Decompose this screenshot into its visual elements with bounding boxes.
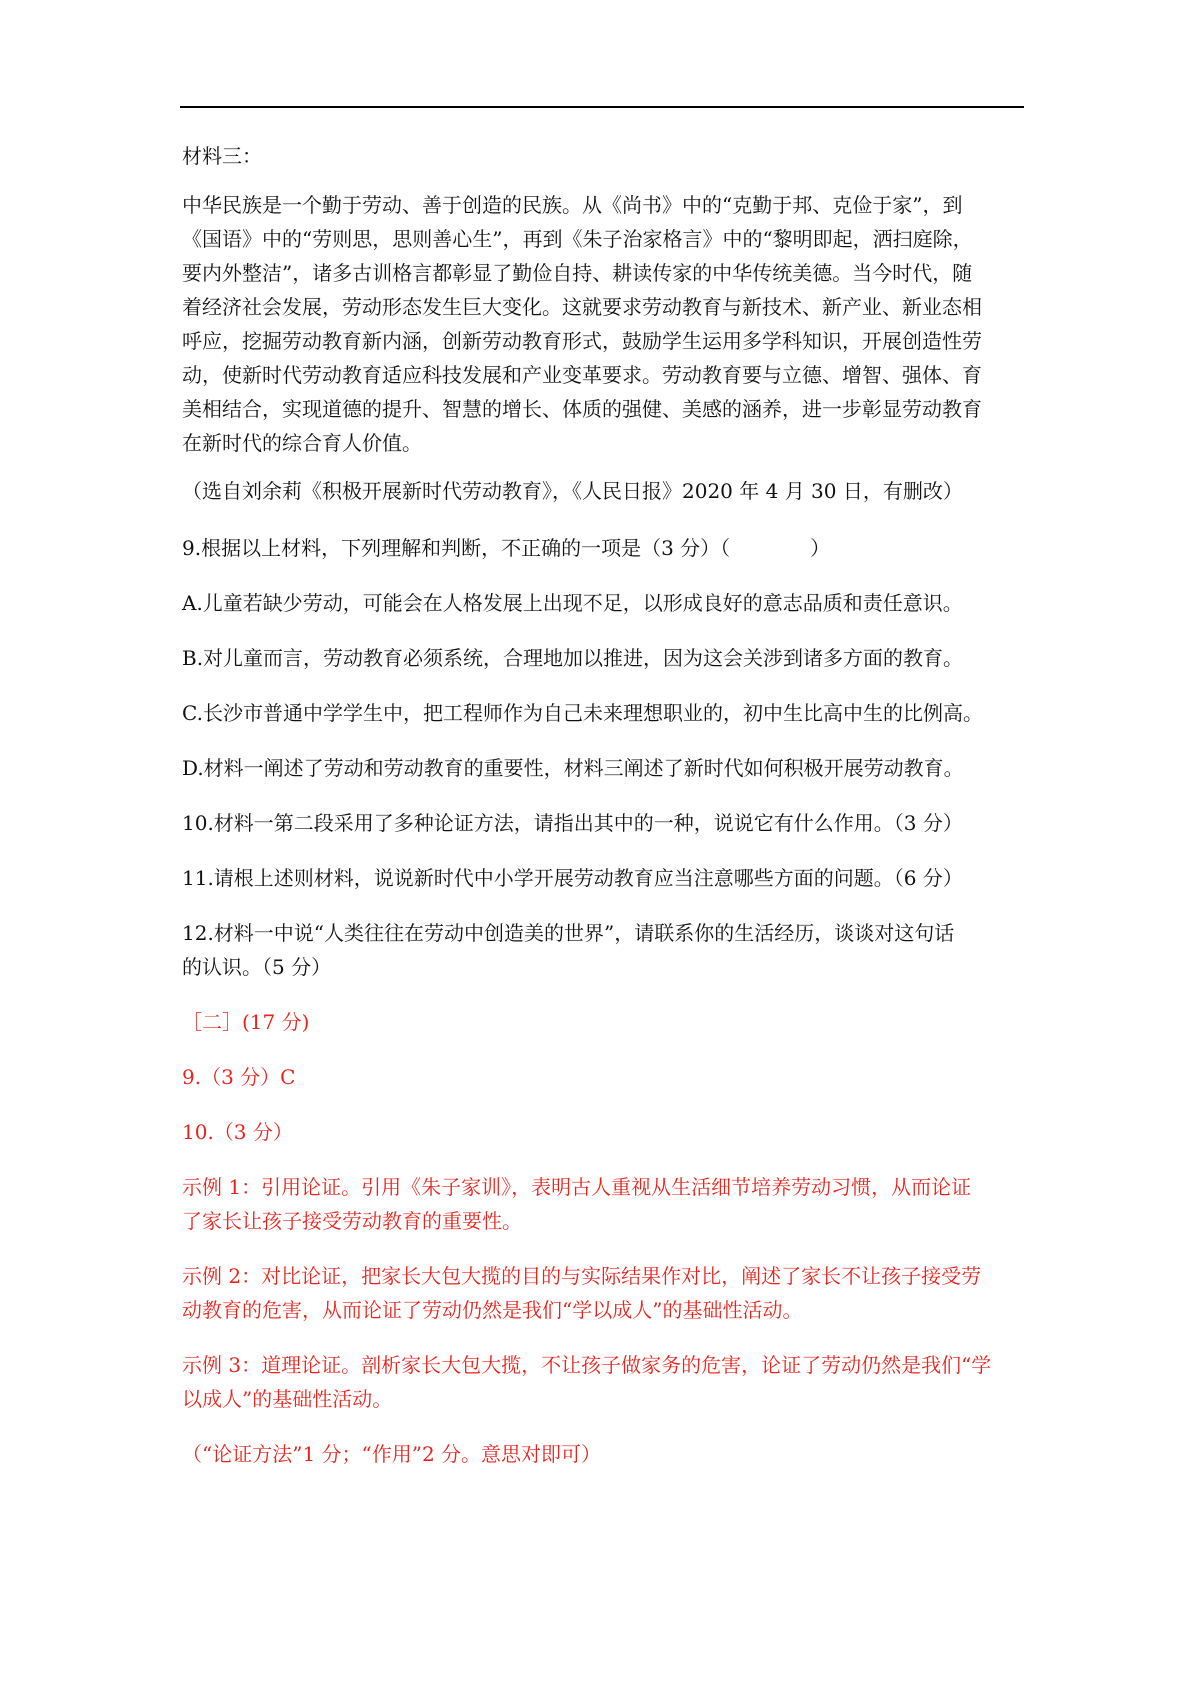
option-c: C.长沙市普通中学学生中，把工程师作为自己未来理想职业的，初中生比高中生的比例高。 [182, 701, 983, 725]
example-3-line-2: 以成人”的基础性活动。 [182, 1387, 393, 1411]
material3-line-4: 着经济社会发展，劳动形态发生巨大变化。这就要求劳动教育与新技术、新产业、新业态相 [182, 295, 982, 319]
material3-line-5: 呼应，挖掘劳动教育新内涵，创新劳动教育形式，鼓励学生运用多学科知识，开展创造性劳 [182, 329, 982, 353]
option-b: B.对儿童而言，劳动教育必须系统，合理地加以推进，因为这会关涉到诸多方面的教育。 [182, 646, 964, 670]
material3-line-2: 《国语》中的“劳则思，思则善心生”，再到《朱子治家格言》中的“黎明即起，洒扫庭除， [182, 227, 973, 251]
question-9: 9.根据以上材料，下列理解和判断，不正确的一项是（3 分）（ ） [182, 536, 831, 560]
example-3-line-1: 示例 3：道理论证。剖析家长大包大揽，不让孩子做家务的危害，论证了劳动仍然是我们“学 [182, 1353, 992, 1377]
answer-section-heading: ［二］(17 分) [182, 1010, 310, 1034]
material3-line-7: 美相结合，实现道德的提升、智慧的增长、体质的强健、美感的涵养，进一步彰显劳动教育 [182, 397, 982, 421]
material3-line-6: 动，使新时代劳动教育适应科技发展和产业变革要求。劳动教育要与立德、增智、强体、育 [182, 363, 982, 387]
option-a: A.儿童若缺少劳动，可能会在人格发展上出现不足，以形成良好的意志品质和责任意识。 [182, 591, 963, 615]
question-10: 10.材料一第二段采用了多种论证方法，请指出其中的一种，说说它有什么作用。（3 分） [182, 811, 963, 835]
option-d: D.材料一阐述了劳动和劳动教育的重要性，材料三阐述了新时代如何积极开展劳动教育。 [182, 756, 964, 780]
material3-line-3: 要内外整洁”，诸多古训格言都彰显了勤俭自持、耕读传家的中华传统美德。当今时代，随 [182, 261, 973, 285]
question-12-line-1: 12.材料一中说“人类往往在劳动中创造美的世界”，请联系你的生活经历，谈谈对这句话 [182, 921, 955, 945]
material3-line-8: 在新时代的综合育人价值。 [182, 431, 422, 455]
example-2-line-2: 动教育的危害，从而论证了劳动仍然是我们“学以成人”的基础性活动。 [182, 1298, 803, 1322]
header-rule [180, 106, 1024, 108]
example-1-line-1: 示例 1：引用论证。引用《朱子家训》，表明古人重视从生活细节培养劳动习惯，从而论证 [182, 1175, 972, 1199]
material3-heading: 材料三： [182, 144, 262, 168]
scoring-note: （“论证方法”1 分；“作用”2 分。意思对即可） [182, 1442, 602, 1466]
answer-10: 10.（3 分） [182, 1120, 293, 1144]
question-12-line-2: 的认识。（5 分） [182, 955, 332, 979]
material3-line-1: 中华民族是一个勤于劳动、善于创造的民族。从《尚书》中的“克勤于邦、克俭于家”，到 [182, 193, 963, 217]
material3-source: （选自刘余莉《积极开展新时代劳动教育》，《人民日报》2020 年 4 月 30 日，有删改） [182, 479, 963, 503]
example-2-line-1: 示例 2：对比论证，把家长大包大揽的目的与实际结果作对比，阐述了家长不让孩子接受劳 [182, 1264, 982, 1288]
answer-9: 9.（3 分）C [182, 1065, 296, 1089]
question-11: 11.请根上述则材料，说说新时代中小学开展劳动教育应当注意哪些方面的问题。（6 分） [182, 866, 963, 890]
example-1-line-2: 了家长让孩子接受劳动教育的重要性。 [182, 1209, 522, 1233]
